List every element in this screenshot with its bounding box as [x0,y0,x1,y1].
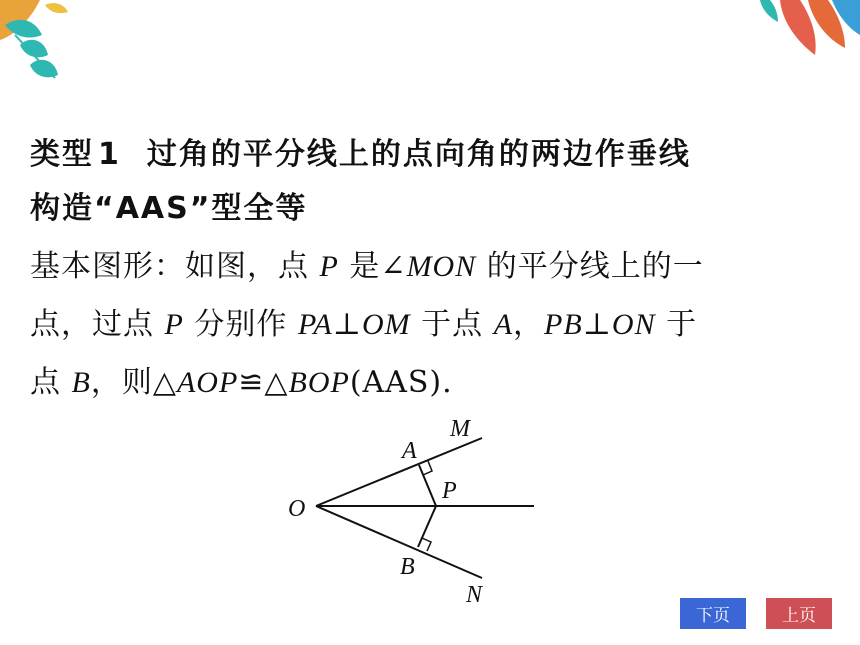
segment-pa: PA [297,308,333,341]
ray-on: ON [611,308,656,341]
text-segment: 的平分线上的一 [476,249,704,284]
point-p: P [319,250,339,283]
paragraph-line-3 [30,354,830,412]
perp-symbol: ⊥ [332,307,362,342]
heading-line-1 [30,128,830,182]
text-segment: △ [264,365,289,400]
text-segment: 分别作 [183,307,298,342]
triangle-bop: BOP [288,366,350,399]
corner-leaves-decoration [0,0,120,100]
label-p: P [442,478,457,504]
ray-om: OM [361,308,411,341]
text-segment: (AAS). [349,365,453,400]
text-segment: 于点 [410,307,494,342]
label-m: M [450,416,470,442]
corner-leaves-decoration-right [720,0,860,70]
segment-pa-line [419,465,436,506]
next-page-button[interactable] [680,598,746,629]
paragraph-line-1 [30,238,830,296]
text-segment: 于 [655,307,698,342]
perp-symbol: ⊥ [582,307,612,342]
congruent-symbol: ≌ [238,365,265,400]
section-heading [30,128,830,236]
type-number: 1 [98,137,121,172]
heading-title-line-1: 过角的平分线上的点向角的两边作垂线 [146,137,691,172]
label-b: B [400,554,415,580]
paragraph-line-2 [30,296,830,354]
point-p: P [164,308,184,341]
label-n: N [466,582,483,608]
angle-bisector-diagram [270,408,570,608]
angle-mon: MON [406,250,477,283]
text-segment: ， [513,307,545,342]
point-a: A [493,308,514,341]
type-label: 类型 [30,137,94,172]
triangle-aop: AOP [176,366,239,399]
text-segment: 点，过点 [30,307,165,342]
text-segment: 点 [30,365,72,400]
label-o: O [288,496,306,522]
heading-line-2: 构造“AAS”型全等 [30,191,308,226]
text-segment: 是∠ [338,249,407,284]
ray-om-line [316,438,482,506]
next-page-label: 下页 [696,606,730,626]
label-a: A [402,438,417,464]
text-segment: ，则△ [90,365,177,400]
point-b: B [71,366,91,399]
right-angle-mark-b [422,538,431,551]
previous-page-label: 上页 [782,606,816,626]
right-angle-mark-a [423,461,432,475]
text-segment: 基本图形：如图，点 [30,249,320,284]
segment-pb: PB [544,308,583,341]
description-paragraph [30,238,830,412]
ray-on-line [316,506,482,578]
previous-page-button[interactable] [766,598,832,629]
